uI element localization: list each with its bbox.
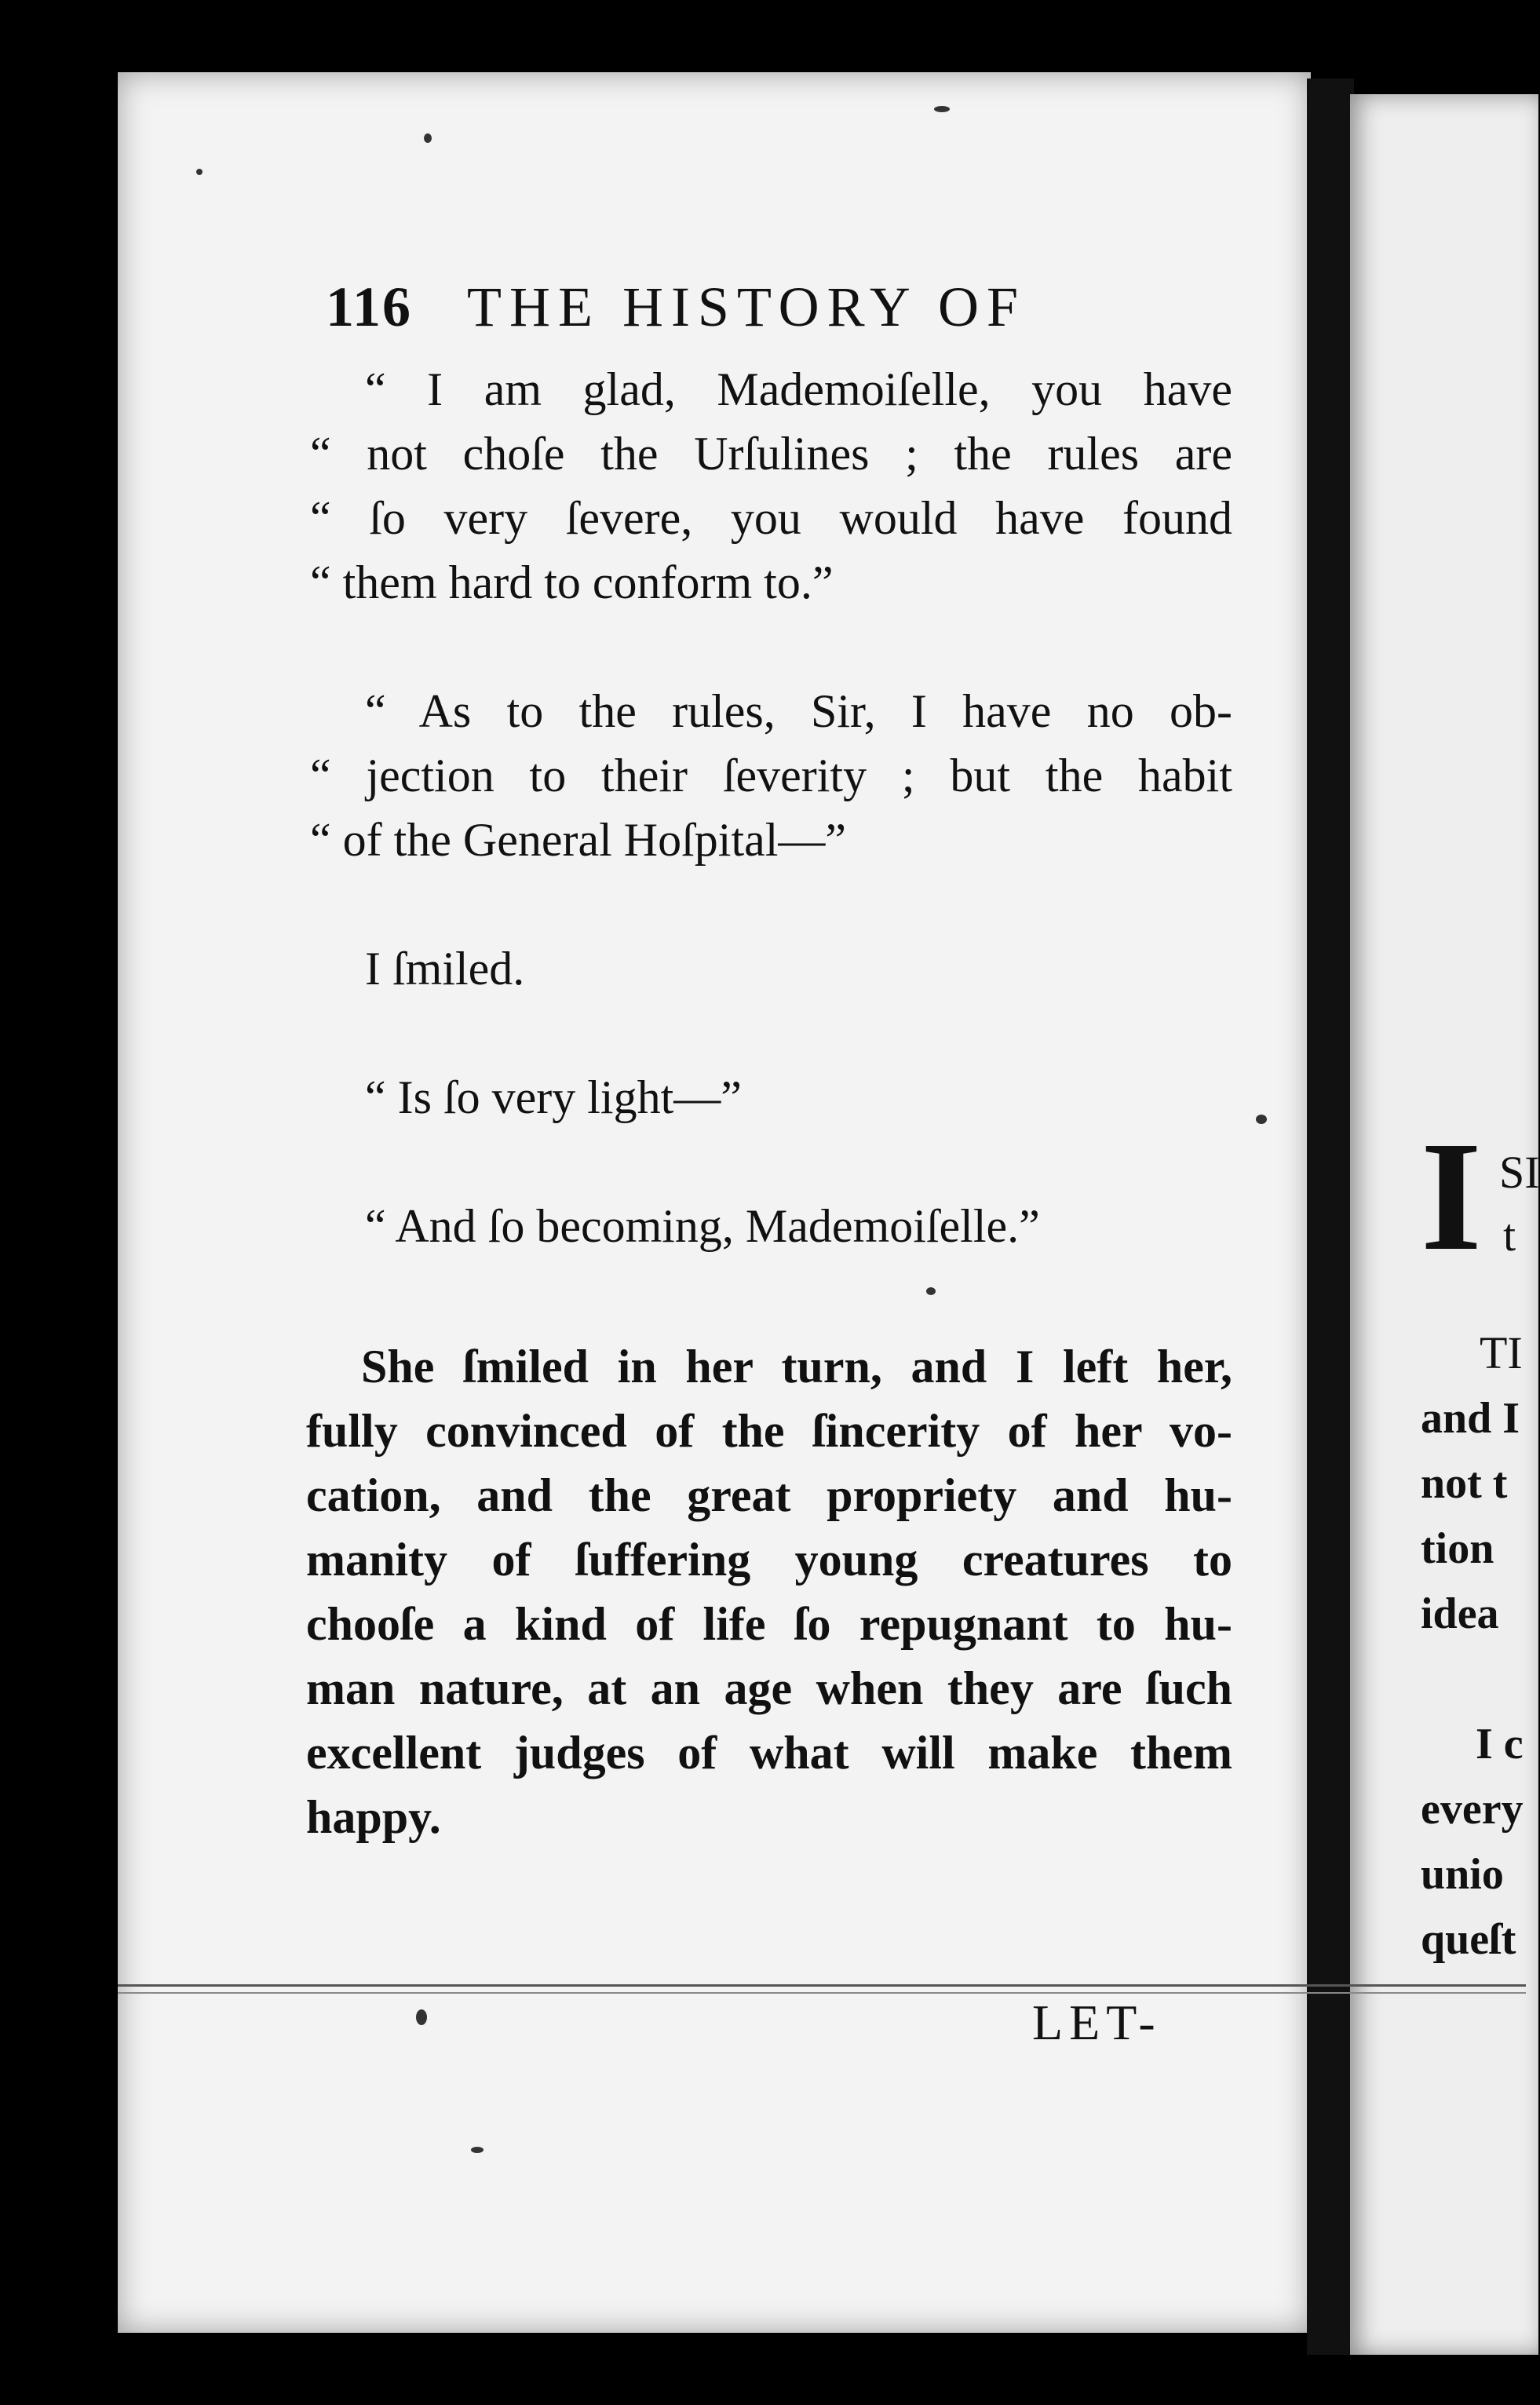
text-line: She ſmiled in her turn, and I left her, bbox=[361, 1341, 1232, 1392]
dialogue-block bbox=[310, 357, 1232, 1258]
facing-fragment: every bbox=[1421, 1785, 1524, 1834]
speck bbox=[196, 169, 203, 175]
facing-fragment: idea bbox=[1421, 1589, 1499, 1638]
running-head bbox=[326, 275, 1228, 353]
rule-line bbox=[118, 1984, 1526, 1987]
text-line: “ And ſo becoming, Mademoiſelle.” bbox=[365, 1200, 1040, 1252]
text-line: “ of the General Hoſpital—” bbox=[310, 814, 847, 866]
speck bbox=[471, 2147, 484, 2153]
facing-fragment: queſt bbox=[1421, 1915, 1516, 1964]
speck bbox=[934, 106, 950, 112]
page-gutter bbox=[1307, 78, 1354, 2355]
text-line: “ jection to their ſeverity ; but the habit bbox=[310, 750, 1232, 801]
speck bbox=[424, 133, 432, 143]
text-line: cation, and the great propriety and hu- bbox=[306, 1469, 1232, 1521]
facing-fragment: tion bbox=[1421, 1524, 1494, 1573]
text-line: “ ſo very ſevere, you would have found bbox=[310, 492, 1232, 544]
text-line: manity of ſuffering young creatures to bbox=[306, 1534, 1232, 1586]
text-line: fully convinced of the ſincerity of her vo- bbox=[306, 1405, 1232, 1457]
text-line: “ As to the rules, Sir, I have no ob- bbox=[365, 685, 1232, 737]
text-line: “ I am glad, Mademoiſelle, you have bbox=[365, 363, 1232, 415]
speck bbox=[416, 2009, 427, 2025]
facing-fragment: t bbox=[1503, 1210, 1516, 1261]
running-title: THE HISTORY OF bbox=[467, 276, 1027, 338]
facing-dropcap: I bbox=[1421, 1110, 1482, 1283]
facing-fragment: unio bbox=[1421, 1850, 1504, 1899]
catchword: LET- bbox=[1032, 1994, 1162, 2050]
facing-fragment: TI bbox=[1480, 1327, 1523, 1378]
speck bbox=[926, 1287, 936, 1295]
text-line: excellent judges of what will make them bbox=[306, 1727, 1232, 1779]
page-number: 116 bbox=[326, 276, 413, 338]
text-line: “ not choſe the Urſulines ; the rules are bbox=[310, 428, 1232, 480]
text-line: “ them hard to conform to.” bbox=[310, 557, 834, 608]
text-line: man nature, at an age when they are ſuch bbox=[306, 1662, 1232, 1714]
rule-line bbox=[118, 1992, 1526, 1994]
closing-paragraph bbox=[306, 1334, 1232, 1849]
speck bbox=[1256, 1115, 1267, 1124]
facing-fragment: not t bbox=[1421, 1459, 1508, 1508]
text-line: I ſmiled. bbox=[365, 943, 525, 994]
facing-fragment: SI bbox=[1499, 1147, 1540, 1198]
facing-fragment: I c bbox=[1476, 1720, 1524, 1768]
text-line: “ Is ſo very light—” bbox=[365, 1071, 742, 1123]
text-line: chooſe a kind of life ſo repugnant to hu- bbox=[306, 1598, 1232, 1650]
facing-fragment: and I bbox=[1421, 1394, 1520, 1443]
text-line: happy. bbox=[306, 1791, 441, 1843]
